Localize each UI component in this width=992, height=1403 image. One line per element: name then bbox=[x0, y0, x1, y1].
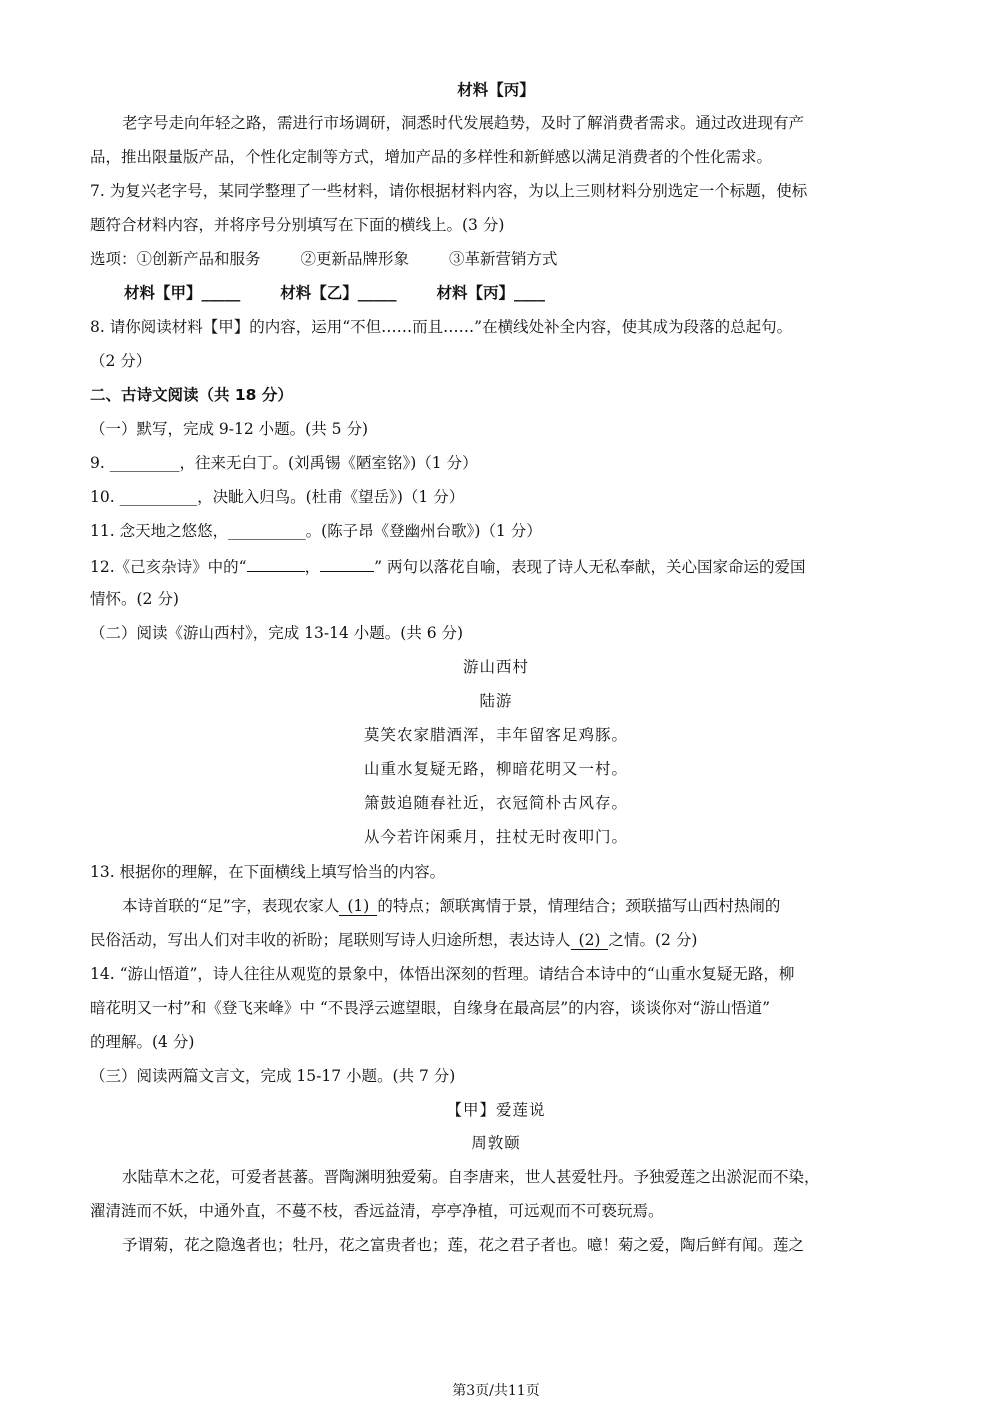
options-label: 选项： bbox=[90, 250, 137, 268]
q10: 10. __________，决眦入归鸟。(杜甫《望岳》)（1 分） bbox=[90, 488, 465, 506]
q12-blank-1 bbox=[247, 555, 305, 572]
section2-heading: 二、古诗文阅读（共 18 分） bbox=[90, 386, 293, 404]
q8-line1: 8. 请你阅读材料【甲】的内容，运用“不但……而且……”在横线处补全内容，使其成为段落的总起句。 bbox=[90, 318, 793, 336]
q7-line1: 7. 为复兴老字号，某同学整理了一些材料，请你根据材料内容，为以上三则材料分别选定一个标题，使标 bbox=[90, 182, 808, 200]
option-3: ③革新营销方式 bbox=[449, 250, 558, 268]
material-bing-line1: 老字号走向年轻之路，需进行市场调研，洞悉时代发展趋势，及时了解消费者需求。通过改进现有产 bbox=[122, 114, 805, 132]
q12-line1: 12.《己亥杂诗》中的“ ， ” 两句以落花自喻，表现了诗人无私奉献，关心国家命运的爱国 bbox=[90, 555, 910, 577]
q12-blank-2 bbox=[320, 555, 374, 572]
section2-part3: （三）阅读两篇文言文，完成 15-17 小题。(共 7 分) bbox=[90, 1067, 456, 1085]
q11: 11. 念天地之悠悠，__________。(陈子昂《登幽州台歌》)（1 分） bbox=[90, 522, 542, 540]
q13-para1: 本诗首联的“足”字，表现农家人 (1) 的特点；颔联寓情于景，情理结合；颈联描写山西村热闹的 bbox=[122, 897, 781, 915]
poem-author: 陆游 bbox=[479, 692, 513, 710]
q13-para2: 民俗活动，写出人们对丰收的祈盼；尾联则写诗人归途所想，表达诗人 (2) 之情。(2 分) bbox=[90, 931, 698, 949]
blank-material-jia: 材料【甲】_____ bbox=[124, 284, 241, 302]
poem-line: 从今若许闲乘月，拄杖无时夜叩门。 bbox=[363, 828, 628, 846]
essay-title: 【甲】爱莲说 bbox=[446, 1101, 546, 1119]
q7-blanks bbox=[124, 283, 944, 303]
material-bing-title: 材料【丙】 bbox=[457, 81, 535, 99]
essay-author: 周敦颐 bbox=[471, 1134, 521, 1152]
essay-p1-line2: 濯清涟而不妖，中通外直，不蔓不枝，香远益清，亭亭净植，可远观而不可亵玩焉。 bbox=[90, 1202, 664, 1220]
essay-p1-line1: 水陆草木之花，可爱者甚蕃。晋陶渊明独爱菊。自李唐来，世人甚爱牡丹。予独爱莲之出淤泥而不染， bbox=[122, 1168, 820, 1186]
q12-line2: 情怀。(2 分) bbox=[90, 590, 179, 608]
q14-line3: 的理解。(4 分) bbox=[90, 1033, 195, 1051]
section2-part1: （一）默写，完成 9-12 小题。(共 5 分) bbox=[90, 420, 368, 438]
blank-material-bing: 材料【丙】____ bbox=[436, 284, 546, 302]
poem-line: 山重水复疑无路，柳暗花明又一村。 bbox=[363, 760, 628, 778]
q9: 9. _________，往来无白丁。(刘禹锡《陋室铭》)（1 分） bbox=[90, 454, 478, 472]
option-1: ①创新产品和服务 bbox=[136, 250, 261, 268]
section2-part2: （二）阅读《游山西村》，完成 13-14 小题。(共 6 分) bbox=[90, 624, 464, 642]
q14-line2: 暗花明又一村”和《登飞来峰》中 “不畏浮云遮望眼，自缘身在最高层”的内容，谈谈你对“游山悟道” bbox=[90, 999, 771, 1017]
q13-blank-1: (1) bbox=[339, 897, 377, 916]
q14-line1: 14. “游山悟道”，诗人往往从观览的景象中，体悟出深刻的哲理。请结合本诗中的“山重水复疑无路，柳 bbox=[90, 965, 795, 983]
blank-material-yi: 材料【乙】_____ bbox=[280, 284, 397, 302]
poem-title: 游山西村 bbox=[462, 658, 529, 676]
q7-options bbox=[90, 249, 910, 269]
q13-blank-2: (2) bbox=[571, 931, 609, 950]
material-bing-line2: 品，推出限量版产品，个性化定制等方式，增加产品的多样性和新鲜感以满足消费者的个性化需求。 bbox=[90, 148, 773, 166]
page-number: 第3页/共11页 bbox=[452, 1383, 540, 1399]
poem-line: 箫鼓追随春社近，衣冠简朴古风存。 bbox=[363, 794, 628, 812]
q7-line2: 题符合材料内容，并将序号分别填写在下面的横线上。(3 分) bbox=[90, 216, 505, 234]
option-2: ②更新品牌形象 bbox=[300, 250, 410, 268]
poem-line: 莫笑农家腊酒浑，丰年留客足鸡豚。 bbox=[363, 726, 628, 744]
essay-p2-line1: 予谓菊，花之隐逸者也；牡丹，花之富贵者也；莲，花之君子者也。噫！菊之爱，陶后鲜有闻。莲之 bbox=[122, 1236, 805, 1254]
q8-line2: （2 分） bbox=[90, 352, 152, 370]
q13-line1: 13. 根据你的理解，在下面横线上填写恰当的内容。 bbox=[90, 863, 446, 881]
